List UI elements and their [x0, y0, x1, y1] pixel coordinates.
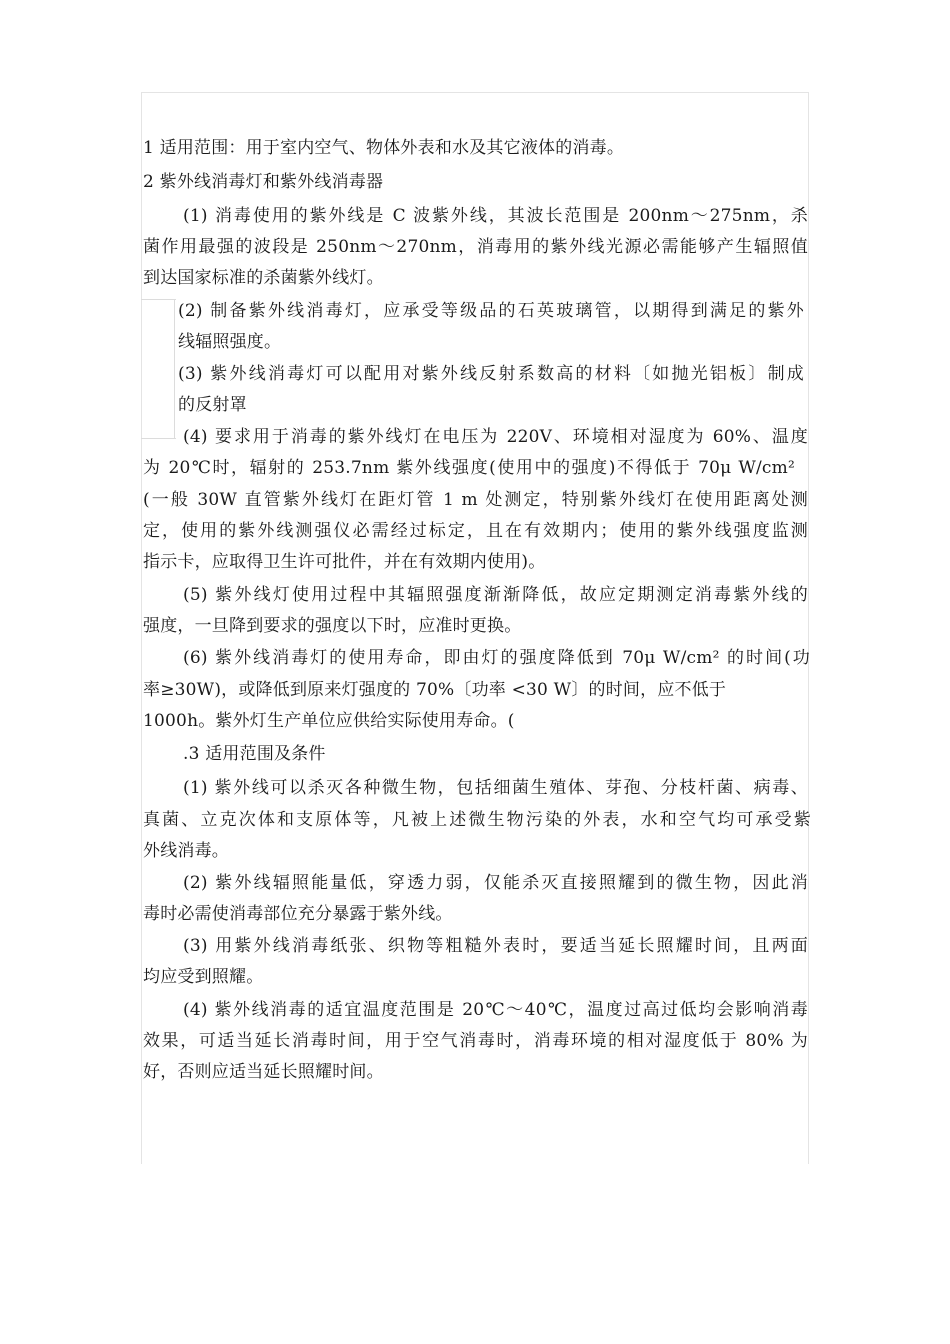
- para-2-5-line-2: 强度，一旦降到要求的强度以下时，应准时更换。: [143, 616, 522, 636]
- para-2-3-line-2: 的反射罩: [178, 395, 247, 415]
- para-3-2-line-1: (2) 紫外线辐照能量低，穿透力弱，仅能杀灭直接照耀到的微生物，因此消: [183, 873, 808, 893]
- section-2-heading: 2 紫外线消毒灯和紫外线消毒器: [143, 172, 384, 192]
- para-3-4-line-2: 效果，可适当延长消毒时间，用于空气消毒时，消毒环境的相对湿度低于 80% 为: [143, 1031, 808, 1051]
- para-3-3-line-2: 均应受到照耀。: [143, 967, 264, 987]
- para-3-3-line-1: (3) 用紫外线消毒纸张、织物等粗糙外表时，要适当延长照耀时间，且两面: [183, 936, 808, 956]
- para-2-2-line-2: 线辐照强度。: [178, 332, 282, 352]
- page-frame-right-border: [808, 92, 809, 1164]
- para-2-4-line-2: 为 20℃时，辐射的 253.7nm 紫外线强度(使用中的强度)不得低于 70μ W/cm²: [143, 458, 795, 478]
- para-2-6-line-1: (6) 紫外线消毒灯的使用寿命，即由灯的强度降低到 70μ W/cm² 的时间(功: [183, 648, 810, 668]
- section-1-heading: 1 适用范围：用于室内空气、物体外表和水及其它液体的消毒。: [143, 138, 625, 158]
- inner-box-left-border: [174, 299, 175, 439]
- para-2-6-line-2: 率≥30W)，或降低到原来灯强度的 70%〔功率 <30 W〕的时间，应不低于: [143, 680, 727, 700]
- para-2-2-line-1: (2) 制备紫外线消毒灯，应承受等级品的石英玻璃管，以期得到满足的紫外: [178, 301, 804, 321]
- section-3-heading: .3 适用范围及条件: [183, 744, 326, 764]
- para-2-4-line-3: (一般 30W 直管紫外线灯在距灯管 1 m 处测定，特别紫外线灯在使用距离处测: [143, 490, 808, 510]
- para-3-1-line-2: 真菌、立克次体和支原体等，凡被上述微生物污染的外表，水和空气均可承受紫: [143, 810, 811, 830]
- inner-box-top-border: [141, 299, 176, 300]
- inner-box-bottom-border: [141, 438, 176, 439]
- para-2-4-line-4: 定，使用的紫外线测强仪必需经过标定，且在有效期内；使用的紫外线强度监测: [143, 521, 808, 541]
- para-2-3-line-1: (3) 紫外线消毒灯可以配用对紫外线反射系数高的材料〔如抛光铝板〕制成: [178, 364, 804, 384]
- para-3-2-line-2: 毒时必需使消毒部位充分暴露于紫外线。: [143, 904, 453, 924]
- para-3-4-line-1: (4) 紫外线消毒的适宜温度范围是 20℃～40℃，温度过高过低均会影响消毒: [183, 1000, 808, 1020]
- para-2-4-line-1: (4) 要求用于消毒的紫外线灯在电压为 220V、环境相对湿度为 60%、温度: [183, 427, 808, 447]
- para-3-1-line-3: 外线消毒。: [143, 841, 229, 861]
- para-2-4-line-5: 指示卡，应取得卫生许可批件，并在有效期内使用)。: [143, 552, 546, 572]
- para-3-4-line-3: 好，否则应适当延长照耀时间。: [143, 1062, 384, 1082]
- para-2-1-line-1: (1) 消毒使用的紫外线是 C 波紫外线，其波长范围是 200nm～275nm，杀: [183, 206, 808, 226]
- page-frame-left-border: [141, 92, 142, 1164]
- page-frame-top-border: [141, 92, 809, 93]
- para-2-1-line-3: 到达国家标准的杀菌紫外线灯。: [143, 268, 384, 288]
- para-2-1-line-2: 菌作用最强的波段是 250nm～270nm，消毒用的紫外线光源必需能够产生辐照值: [143, 237, 808, 257]
- para-2-6-line-3: 1000h。紫外灯生产单位应供给实际使用寿命。(: [143, 711, 515, 731]
- para-2-5-line-1: (5) 紫外线灯使用过程中其辐照强度渐渐降低，故应定期测定消毒紫外线的: [183, 585, 808, 605]
- para-3-1-line-1: (1) 紫外线可以杀灭各种微生物，包括细菌生殖体、芽孢、分枝杆菌、病毒、: [183, 778, 808, 798]
